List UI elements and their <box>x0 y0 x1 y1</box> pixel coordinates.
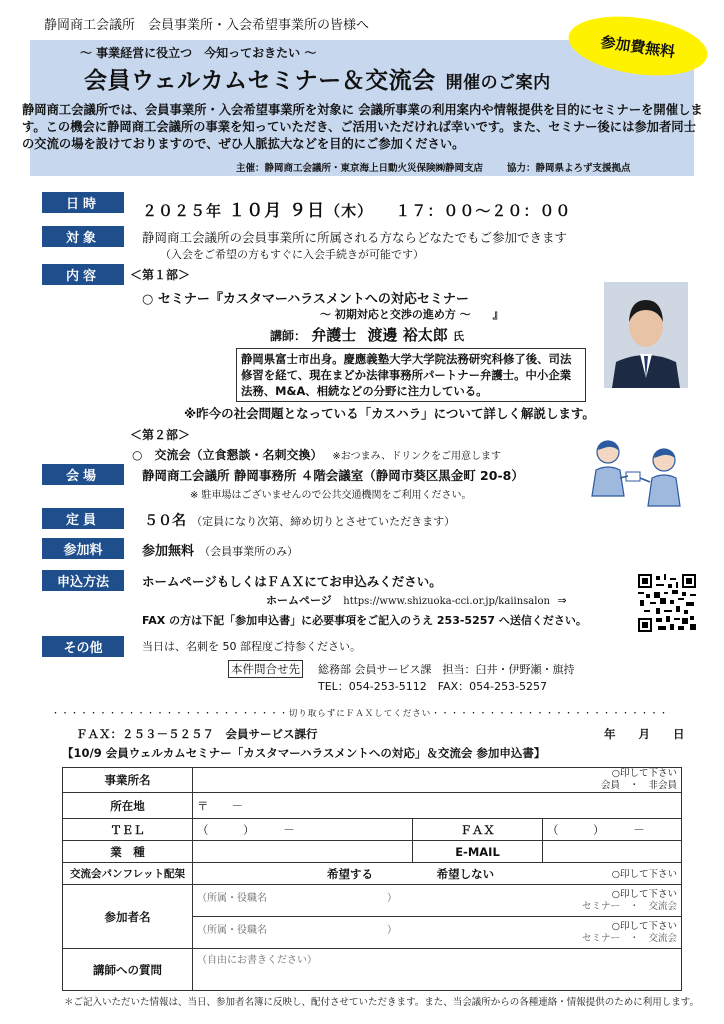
question-input[interactable] <box>193 949 682 991</box>
event-year: ２０２５年 <box>142 202 223 220</box>
address-label: 所在地 <box>63 793 193 819</box>
contact-tel: TEL：054-253-5112 FAX：054-253-5257 <box>318 680 548 693</box>
participant-1-circle: ○印して下さい <box>611 888 677 900</box>
intro-text: 静岡商工会議所では、会員事業所・入会希望事業所を対象に 会議所事業の利用案内や情報提供を目的にセミナーを開催します。この機会に静岡商工会議所の事業を知っていただき、ご活用いただければ幸いです。また、セミナー後には参加者同士の交流の場を設けておりますので、ぜひ人脈拡大などを目的にご参加ください。 <box>22 103 703 151</box>
other-line1: 当日は、名刺を 50 部程度ご持参ください。 <box>142 640 361 653</box>
row-question <box>63 949 682 991</box>
label-other: その他 <box>42 636 124 657</box>
form-date: 年 月 日 <box>604 727 685 741</box>
member-choice[interactable]: 会員 ・ 非会員 <box>600 780 677 791</box>
arrow-icon: ⇒ <box>557 594 567 607</box>
exchange-title: ○ 交流会（立食懇談・名刺交換） <box>132 448 323 462</box>
question-placeholder: （自由にお書きください） <box>197 955 317 966</box>
participant-1-choice[interactable] <box>582 889 677 913</box>
lecturer-suffix: 氏 <box>452 330 464 343</box>
part1-label: ＜第１部＞ <box>130 268 191 282</box>
lecturer-name: 渡邊 裕太郎 <box>367 326 448 344</box>
lecturer-title: 弁護士 <box>311 326 357 344</box>
company-label: 事業所名 <box>63 768 193 793</box>
lecturer-profile: 静岡県富士市出身。慶應義塾大学大学院法務研究科修了後、司法修習を経て、現在まどか法律事務所パートナー弁護士。中小企業法務、M&A、相続などの分野に注力している。 <box>236 348 586 402</box>
seminar-title: ○ セミナー『カスタマーハラスメントへの対応セミナー <box>142 292 469 307</box>
label-fee: 参加料 <box>42 538 124 559</box>
row-tel-fax <box>63 819 682 841</box>
to-line: 静岡商工会議所 会員事業所・入会希望事業所の皆様へ <box>44 18 370 33</box>
form-footer: ＊ご記入いただいた情報は、当日、参加者名簿に反映し、配付させていただきます。また、当会議所からの各種連絡・情報提供のために利用します。 <box>64 997 699 1008</box>
sub-title: ～ 事業経営に役立つ 今知っておきたい ～ <box>80 46 317 60</box>
title-main: 会員ウェルカムセミナー＆交流会 <box>84 68 436 94</box>
question-label: 講師への質問 <box>63 949 193 991</box>
pamphlet-circle-note: ○印して下さい <box>611 868 677 880</box>
label-content: 内容 <box>42 264 124 285</box>
label-target: 対象 <box>42 226 124 247</box>
row-pamphlet <box>63 863 682 885</box>
fee-value: 参加無料 <box>142 544 195 559</box>
page-title <box>84 62 551 95</box>
participant-1-affiliation: （所属・役職名 ） <box>197 892 397 904</box>
application-form <box>62 767 682 991</box>
pamphlet-choice[interactable] <box>193 863 682 885</box>
pamphlet-label: 交流会パンフレット配架 <box>63 863 193 885</box>
row-company <box>63 768 682 793</box>
circle-note: ○印して下さい <box>611 768 677 779</box>
fax-label: ＦＡＸ <box>413 819 543 841</box>
participant-label: 参加者名 <box>63 885 193 949</box>
seminar-subtitle: ～ 初期対応と交渉の進め方 ～ 』 <box>320 308 504 321</box>
tel-input[interactable]: （ ） － <box>193 819 413 841</box>
company-input[interactable] <box>193 768 682 793</box>
lecturer <box>270 324 464 345</box>
exchange-note: ※おつまみ、ドリンクをご用意します <box>332 451 501 462</box>
lecturer-photo <box>604 282 688 388</box>
qr-code-icon[interactable] <box>638 574 696 632</box>
participant-2-affiliation: （所属・役職名 ） <box>197 924 397 936</box>
event-date: １０月 ９日 <box>228 201 326 221</box>
label-venue: 会場 <box>42 464 124 485</box>
contact-label: 本件問合せ先 <box>228 660 303 678</box>
form-title: 【10/9 会員ウェルカムセミナー「カスタマーハラスメントへの対応」＆交流会 参加申込書】 <box>62 746 546 760</box>
cut-line: ・・・・・・・・・・・・・・・・・・・・・・・・・切り取らずにＦＡＸしてください・・・・・・・・・・・・・・・・・・・・・・・・・ <box>51 709 669 719</box>
venue-line2: ※ 駐車場はございませんので公共交通機関をご利用ください。 <box>190 490 472 501</box>
event-weekday: （木） <box>325 202 374 220</box>
member-note <box>197 768 677 792</box>
venue-line1: 静岡商工会議所 静岡事務所 ４階会議室（静岡市葵区黒金町 20-8） <box>142 468 524 483</box>
event-datetime <box>142 196 571 221</box>
row-address <box>63 793 682 819</box>
event-time: １７：００～２０：００ <box>395 202 572 220</box>
hp-label: ホームページ <box>266 594 332 607</box>
email-label: E-MAIL <box>413 841 543 863</box>
fee-note: （会員事業所のみ） <box>199 545 299 558</box>
label-apply: 申込方法 <box>42 570 124 591</box>
email-input[interactable] <box>543 841 682 863</box>
free-badge: 参加費無料 <box>565 9 711 84</box>
networking-illustration <box>588 436 688 508</box>
row-participant-1 <box>63 885 682 917</box>
cooperation: 協力：静岡県よろず支援拠点 <box>507 163 631 174</box>
exchange-line <box>132 446 501 463</box>
part2-label: ＜第２部＞ <box>130 428 191 442</box>
capacity-value: ５０名 <box>144 513 186 529</box>
fee-line <box>142 540 298 559</box>
label-capacity: 定員 <box>42 508 124 529</box>
contact-dept: 総務部 会員サービス課 担当：臼井・伊野瀬・旗持 <box>318 663 575 676</box>
tel-label: ＴＥＬ <box>63 819 193 841</box>
industry-input[interactable] <box>193 841 413 863</box>
target-line2: （入会をご希望の方もすぐに入会手続きが可能です） <box>160 248 424 261</box>
capacity-line <box>144 510 455 530</box>
label-datetime: 日時 <box>42 192 124 213</box>
fax-input[interactable]: （ ） － <box>543 819 682 841</box>
address-input[interactable]: 〒 － <box>193 793 682 819</box>
pamphlet-not-want[interactable]: 希望しない <box>436 866 495 881</box>
hp-url-link[interactable]: https://www.shizuoka-cci.or.jp/kaiinsalon <box>343 596 550 607</box>
apply-fax-line: FAX の方は下記「参加申込書」に必要事項をご記入のうえ 253-5257 へ送信ください。 <box>142 614 587 627</box>
apply-hp-line <box>266 592 567 608</box>
fax-header: ＦＡＸ：２５３－５２５７ 会員サービス課行 <box>76 727 318 741</box>
participant-1-session[interactable]: セミナー ・ 交流会 <box>581 900 677 912</box>
participant-2-circle: ○印して下さい <box>611 920 677 932</box>
lecturer-label: 講師： <box>270 329 307 343</box>
sponsor-line <box>236 160 631 174</box>
content-note: ※昨今の社会問題となっている「カスハラ」について詳しく解説します。 <box>184 406 595 421</box>
participant-2-input[interactable] <box>193 917 682 949</box>
participant-2-choice[interactable] <box>582 921 677 945</box>
organizer: 主催：静岡商工会議所・東京海上日動火災保険㈱静岡支店 <box>236 163 484 174</box>
apply-line1: ホームページもしくはＦＡＸにてお申込みください。 <box>142 574 442 589</box>
participant-1-input[interactable] <box>193 885 682 917</box>
participant-2-session[interactable]: セミナー ・ 交流会 <box>581 932 677 944</box>
title-suffix: 開催のご案内 <box>445 73 551 93</box>
capacity-note: （定員になり次第、締め切りとさせていただきます） <box>191 515 456 528</box>
target-line1: 静岡商工会議所の会員事業所に所属される方ならどなたでもご参加できます <box>142 230 568 245</box>
pamphlet-want[interactable]: 希望する <box>327 866 373 881</box>
row-industry-email <box>63 841 682 863</box>
industry-label: 業 種 <box>63 841 193 863</box>
